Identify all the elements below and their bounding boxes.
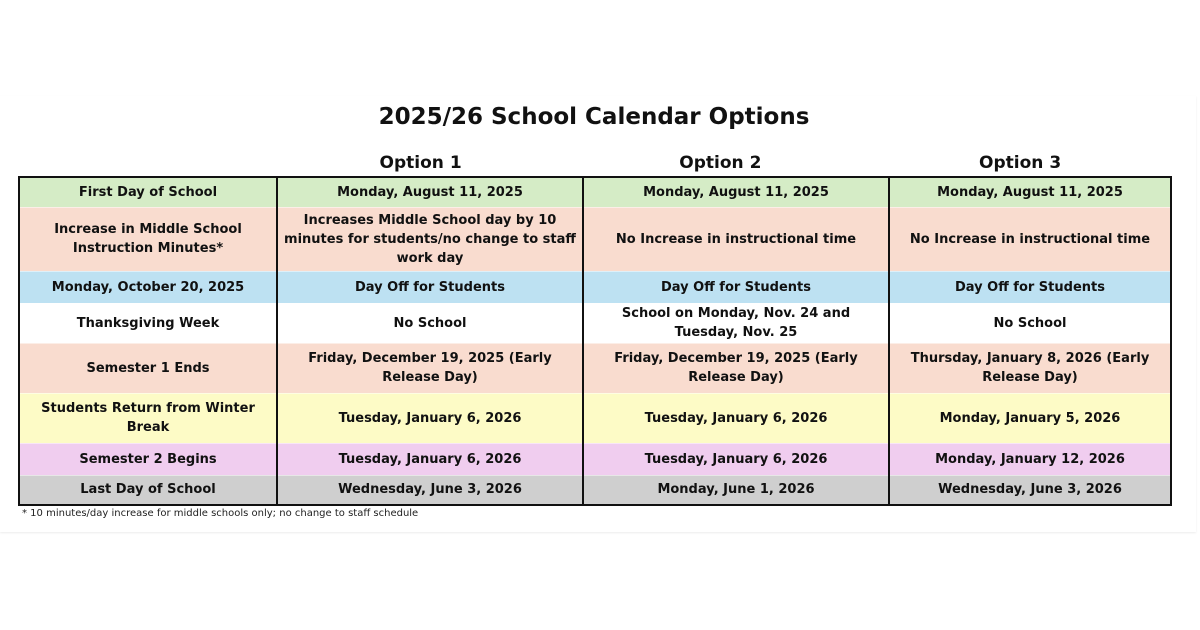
table-cell: Wednesday, June 3, 2026 [277, 475, 583, 505]
table-cell: Friday, December 19, 2025 (Early Release Day) [277, 343, 583, 393]
table-cell: Monday, January 12, 2026 [889, 443, 1171, 475]
table-cell: Monday, January 5, 2026 [889, 393, 1171, 443]
table-cell: Tuesday, January 6, 2026 [583, 443, 889, 475]
table-cell: Increases Middle School day by 10 minutes for students/no change to staff work day [277, 207, 583, 271]
header-spacer [18, 150, 271, 176]
row-label: Students Return from Winter Break [41, 401, 255, 435]
table-cell: Tuesday, January 6, 2026 [277, 443, 583, 475]
table-cell: Monday, June 1, 2026 [583, 475, 889, 505]
column-header-option-1: Option 1 [379, 153, 462, 173]
table-cell: No Increase in instructional time [583, 207, 889, 271]
table-cell: No School [889, 303, 1171, 343]
table-cell: School on Monday, Nov. 24 and Tuesday, Nov. 25 [583, 303, 889, 343]
table-cell: Friday, December 19, 2025 (Early Release Day) [583, 343, 889, 393]
table-row [19, 207, 1171, 271]
table-cell: Day Off for Students [277, 271, 583, 303]
table-row [19, 177, 1171, 207]
table-cell: Thursday, January 8, 2026 (Early Release Day) [889, 343, 1171, 393]
page-title: 2025/26 School Calendar Options [378, 104, 810, 130]
table-row [19, 393, 1171, 443]
row-label: Increase in Middle School Instruction Minutes* [54, 222, 242, 256]
table-row [19, 343, 1171, 393]
table-cell: Day Off for Students [889, 271, 1171, 303]
calendar-table [18, 176, 1172, 506]
table-cell: Monday, August 11, 2025 [277, 177, 583, 207]
table-cell: Tuesday, January 6, 2026 [277, 393, 583, 443]
table-row [19, 271, 1171, 303]
row-label: Monday, October 20, 2025 [51, 279, 245, 295]
column-header-option-3: Option 3 [979, 153, 1062, 173]
table-row [19, 443, 1171, 475]
column-header-option-2: Option 2 [679, 153, 762, 173]
footnote: * 10 minutes/day increase for middle schools only; no change to staff schedule [22, 508, 419, 519]
column-headers [18, 150, 1170, 176]
row-label: Semester 2 Begins [79, 451, 217, 467]
table-row [19, 475, 1171, 505]
row-label: First Day of School [78, 184, 218, 200]
table-row [19, 303, 1171, 343]
table-cell: Monday, August 11, 2025 [889, 177, 1171, 207]
table-cell: Wednesday, June 3, 2026 [889, 475, 1171, 505]
table-cell: Tuesday, January 6, 2026 [583, 393, 889, 443]
row-label: Semester 1 Ends [86, 360, 210, 376]
table-cell: No Increase in instructional time [889, 207, 1171, 271]
row-label: Thanksgiving Week [76, 315, 220, 331]
row-label: Last Day of School [80, 482, 216, 498]
table-cell: Monday, August 11, 2025 [583, 177, 889, 207]
table-cell: No School [277, 303, 583, 343]
table-cell: Day Off for Students [583, 271, 889, 303]
